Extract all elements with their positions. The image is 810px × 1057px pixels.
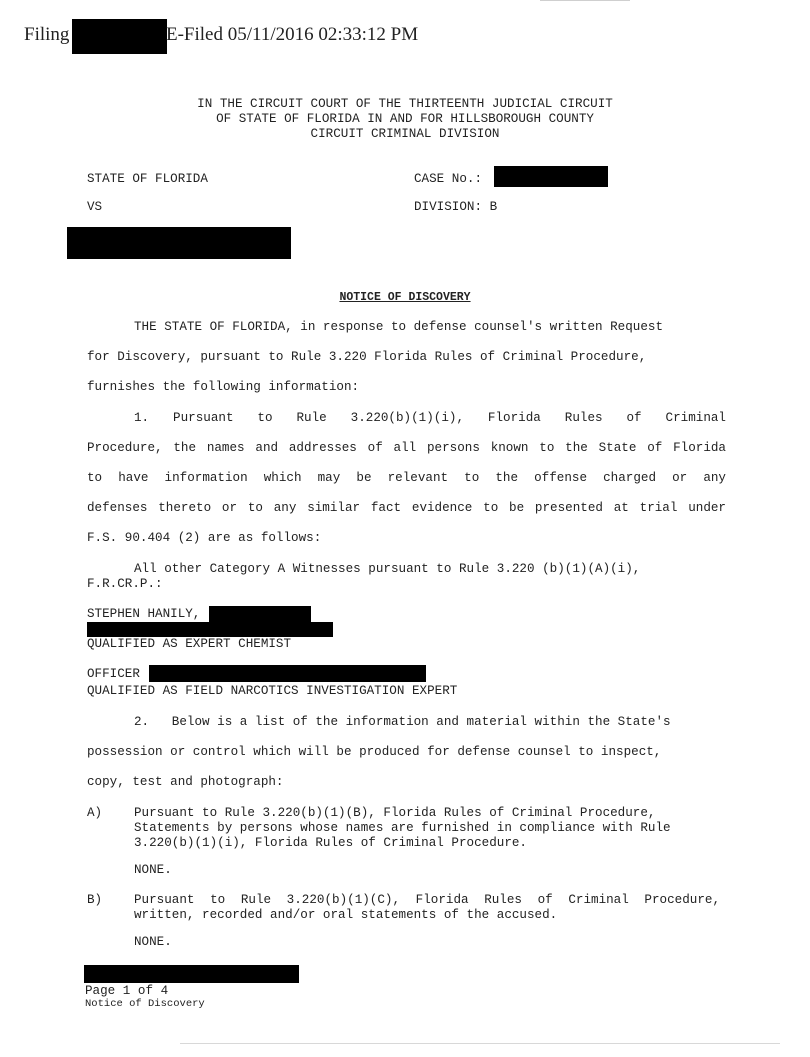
section-a-none: NONE. [134,863,172,877]
footer-page-number: Page 1 of 4 [85,984,169,998]
section-b-line-1: Pursuant to Rule 3.220(b)(1)(C), Florida Rules of Criminal Procedure, [134,893,720,907]
redaction-witness-2-name [149,665,426,682]
case-number-label: CASE No.: [414,172,483,186]
item2-line-2: possession or control which will be produced for defense counsel to inspect, [87,745,662,759]
court-line-2: OF STATE OF FLORIDA IN AND FOR HILLSBOROUGH COUNTY [216,112,594,126]
redaction-witness-1-address [87,622,333,637]
item1-line-5: F.S. 90.404 (2) are as follows: [87,531,322,545]
section-b-letter: B) [87,893,103,907]
witness-category-line-2: F.R.CR.P.: [87,577,163,591]
document-title: NOTICE OF DISCOVERY [339,291,471,304]
item2-line-1: 2. Below is a list of the information and material within the State's [134,715,671,729]
division: DIVISION: B [414,200,498,214]
scan-artifact-bottom [180,1043,780,1044]
witness-2-name: OFFICER [87,667,140,681]
redaction-case-number [494,166,608,187]
court-line-3: CIRCUIT CRIMINAL DIVISION [310,127,500,141]
section-a-line-2: Statements by persons whose names are furnished in compliance with Rule [134,821,671,835]
item1-line-1: 1. Pursuant to Rule 3.220(b)(1)(i), Florida Rules of Criminal [134,411,726,425]
redaction-defendant-name [67,227,291,259]
section-a-line-1: Pursuant to Rule 3.220(b)(1)(B), Florida Rules of Criminal Procedure, [134,806,656,820]
section-a-letter: A) [87,806,103,820]
versus: VS [87,200,103,214]
item1-line-3: to have information which may be relevant to the offense charged or any [87,471,726,485]
witness-1-qualification: QUALIFIED AS EXPERT CHEMIST [87,637,292,651]
item1-line-2: Procedure, the names and addresses of all persons known to the State of Florida [87,441,726,455]
witness-2-qualification: QUALIFIED AS FIELD NARCOTICS INVESTIGATION EXPERT [87,684,458,698]
item2-line-3: copy, test and photograph: [87,775,284,789]
scan-artifact-top [540,0,630,1]
redaction-filing-number [72,19,167,54]
filing-timestamp: E-Filed 05/11/2016 02:33:12 PM [166,24,419,45]
redaction-footer-case [84,965,299,983]
court-line-1: IN THE CIRCUIT COURT OF THE THIRTEENTH JUDICIAL CIRCUIT [197,97,613,111]
witness-1-name: STEPHEN HANILY, [87,607,201,621]
section-b-line-2: written, recorded and/or oral statements of the accused. [134,908,558,922]
section-a-line-3: 3.220(b)(1)(i), Florida Rules of Criminal Procedure. [134,836,527,850]
intro-line-1: THE STATE OF FLORIDA, in response to defense counsel's written Request [134,320,664,334]
item1-line-4: defenses thereto or to any similar fact evidence to be presented at trial under [87,501,726,515]
intro-line-2: for Discovery, pursuant to Rule 3.220 Florida Rules of Criminal Procedure, [87,350,647,364]
filing-prefix: Filing [24,24,70,45]
witness-category-line-1: All other Category A Witnesses pursuant to Rule 3.220 (b)(1)(A)(i), [134,562,641,576]
intro-line-3: furnishes the following information: [87,380,360,394]
section-b-none: NONE. [134,935,172,949]
plaintiff: STATE OF FLORIDA [87,172,208,186]
footer-document-name: Notice of Discovery [85,998,205,1010]
redaction-witness-1-id [209,606,311,622]
